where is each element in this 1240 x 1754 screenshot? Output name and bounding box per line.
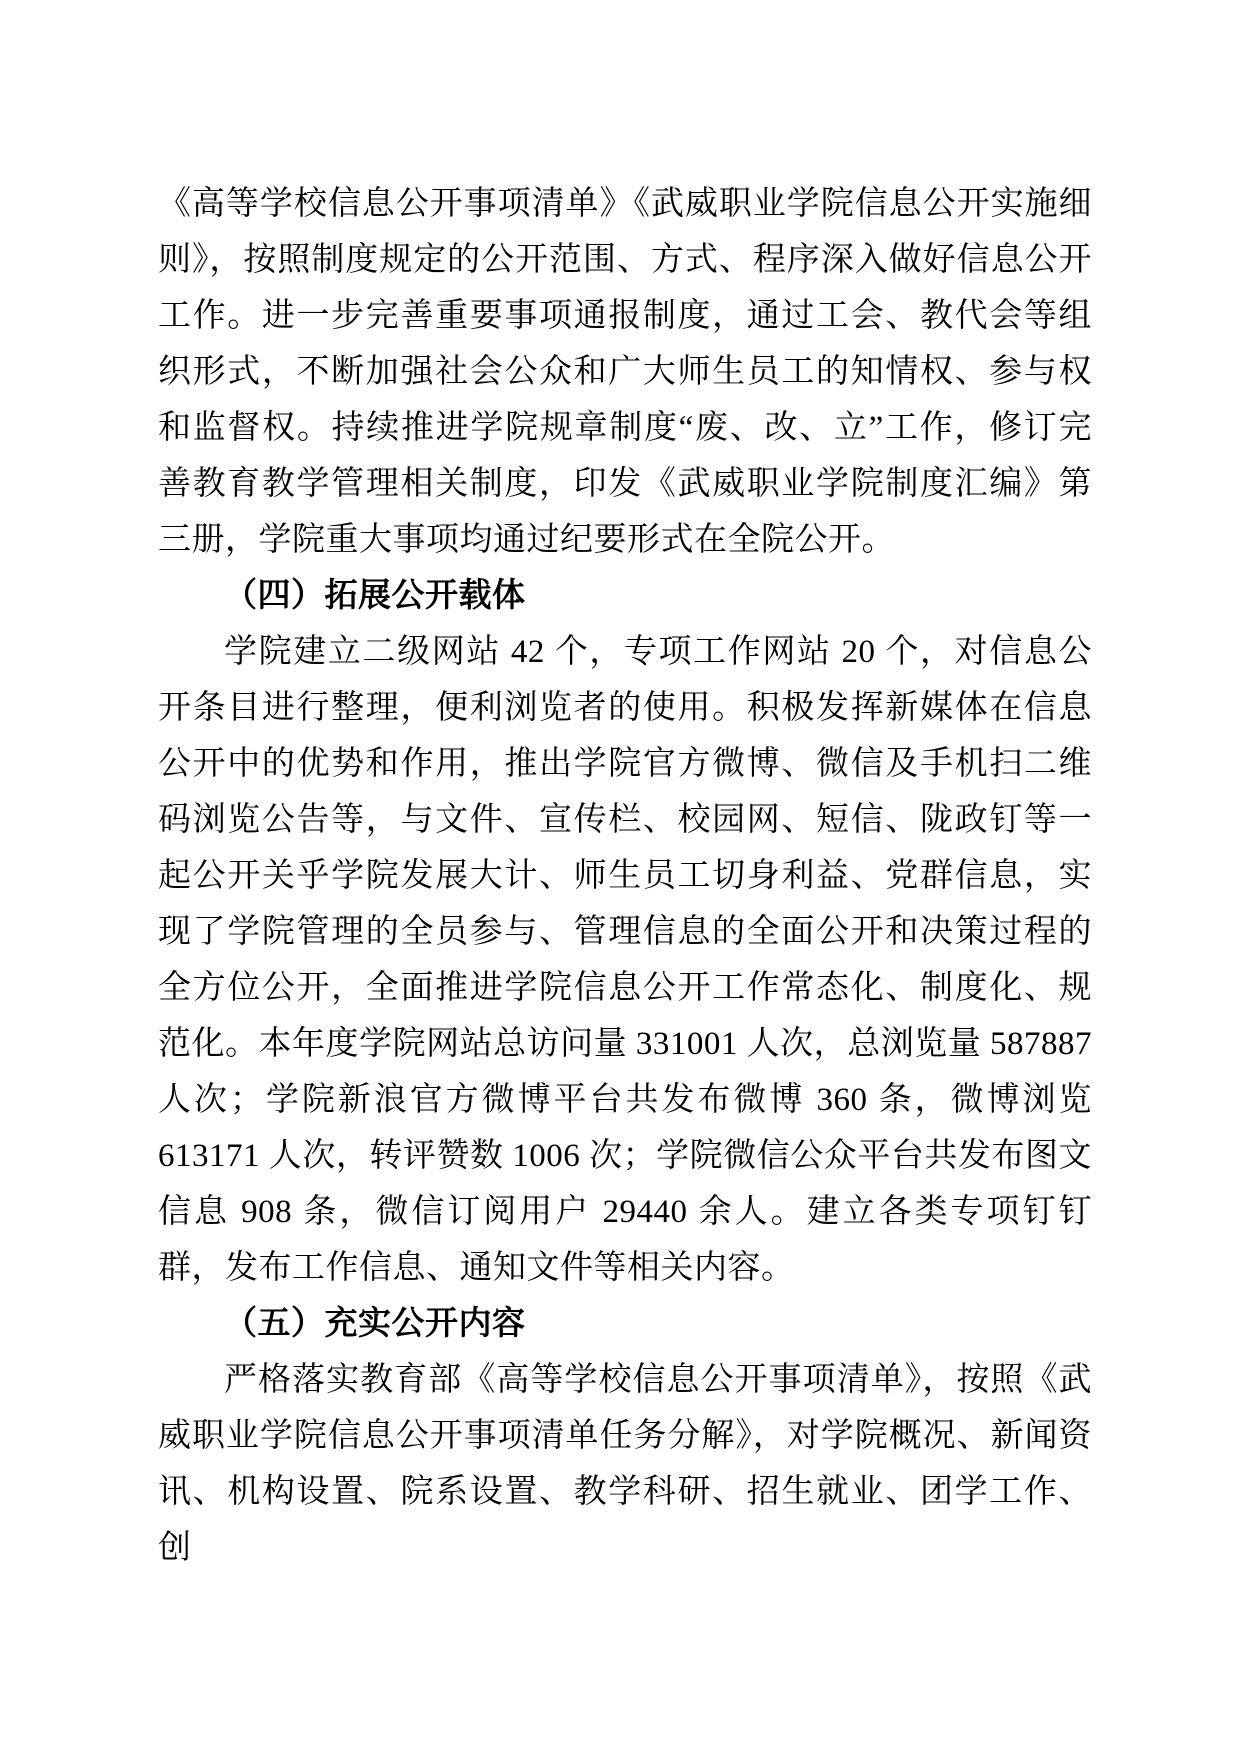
section-4-heading: （四）拓展公开载体 bbox=[224, 578, 526, 614]
document-text-block bbox=[158, 176, 1092, 1576]
section-5-paragraph: 严格落实教育部《高等学校信息公开事项清单》，按照《武威职业学院信息公开事项清单任务分解》，对学院概况、新闻资讯、机构设置、院系设置、教学科研、招生就业、团学工作、创 bbox=[158, 1362, 1092, 1566]
section-5-heading: （五）充实公开内容 bbox=[224, 1306, 526, 1342]
paragraph-continuation: 《高等学校信息公开事项清单》《武威职业学院信息公开实施细则》，按照制度规定的公开范围、方式、程序深入做好信息公开工作。进一步完善重要事项通报制度，通过工会、教代会等组织形式，不断加强社会公众和广大师生员工的知情权、参与权和监督权。持续推进学院规章制度“废、改、立”工作，修订完善教育教学管理相关制度，印发《武威职业学院制度汇编》第三册，学院重大事项均通过纪要形式在全院公开。 bbox=[158, 186, 1092, 558]
section-4-paragraph: 学院建立二级网站 42 个，专项工作网站 20 个，对信息公开条目进行整理，便利浏览者的使用。积极发挥新媒体在信息公开中的优势和作用，推出学院官方微博、微信及手机扫二维码浏览公告等，与文件、宣传栏、校园网、短信、陇政钉等一起公开关乎学院发展大计、师生员工切身利益、党群信息，实现了学院管理的全员参与、管理信息的全面公开和决策过程的全方位公开，全面推进学院信息公开工作常态化、制度化、规范化。本年度学院网站总访问量 331001 人次，总浏览量 587887 人次；学院新浪官方微博平台共发布微博 360 条，微博浏览 613171 人次，转评赞数 1006 次；学院微信公众平台共发布图文信息 908 条，微信订阅用户 29440 余人。建立各类专项钉钉群，发布工作信息、通知文件等相关内容。 bbox=[158, 634, 1092, 1286]
